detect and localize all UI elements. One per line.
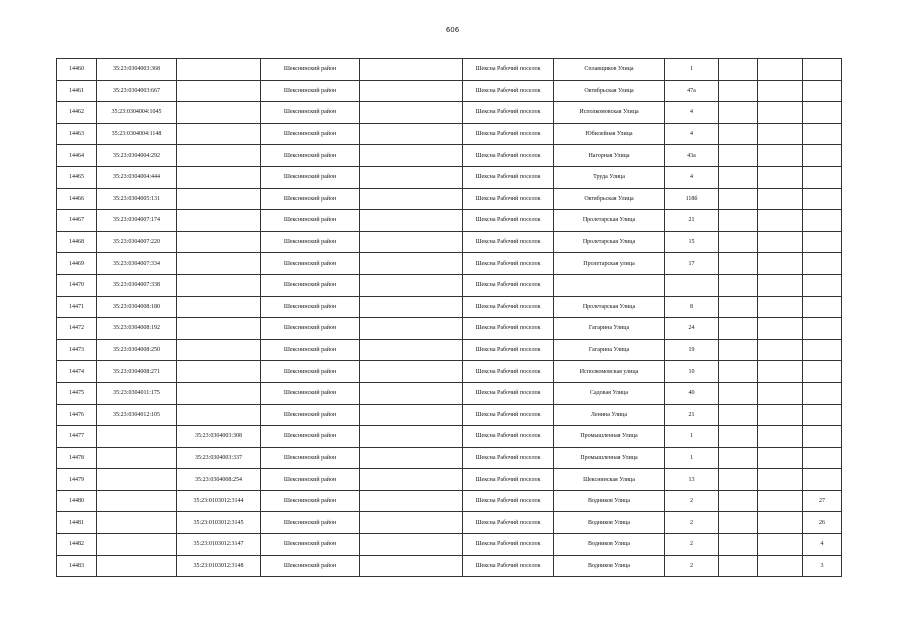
cadastral-number-cell: [97, 534, 177, 556]
cadastral-number-alt-cell: [177, 253, 261, 275]
record-number-cell: 14473: [57, 339, 97, 361]
table-row: [57, 253, 842, 275]
structure-cell: [758, 80, 803, 102]
settlement-cell: Шексна Рабочий поселок: [463, 512, 554, 534]
street-cell: Пролетарская Улица: [554, 231, 665, 253]
record-number-cell: 14462: [57, 102, 97, 124]
apartment-cell: [803, 274, 842, 296]
street-cell: Нагорная Улица: [554, 145, 665, 167]
building-cell: [719, 210, 758, 232]
building-cell: [719, 339, 758, 361]
table-row: [57, 339, 842, 361]
apartment-cell: [803, 123, 842, 145]
apartment-cell: [803, 382, 842, 404]
table-row: [57, 469, 842, 491]
house-cell: 118б: [665, 188, 719, 210]
settlement-type-cell: [360, 296, 463, 318]
district-cell: Шекснинский район: [261, 80, 360, 102]
district-cell: Шекснинский район: [261, 490, 360, 512]
building-cell: [719, 145, 758, 167]
settlement-type-cell: [360, 404, 463, 426]
house-cell: 4: [665, 166, 719, 188]
building-cell: [719, 404, 758, 426]
settlement-cell: Шексна Рабочий поселок: [463, 123, 554, 145]
street-cell: Водников Улица: [554, 490, 665, 512]
building-cell: [719, 512, 758, 534]
building-cell: [719, 555, 758, 577]
house-cell: [665, 274, 719, 296]
district-cell: Шекснинский район: [261, 447, 360, 469]
settlement-type-cell: [360, 123, 463, 145]
street-cell: Юбилейная Улица: [554, 123, 665, 145]
house-cell: 47а: [665, 80, 719, 102]
registry-table: [56, 58, 842, 577]
apartment-cell: [803, 102, 842, 124]
table-row: [57, 318, 842, 340]
street-cell: Пролетарская улица: [554, 253, 665, 275]
house-cell: 21: [665, 210, 719, 232]
street-cell: Пролетарская Улица: [554, 210, 665, 232]
district-cell: Шекснинский район: [261, 253, 360, 275]
street-cell: Сплавщиков Улица: [554, 59, 665, 81]
settlement-cell: Шексна Рабочий поселок: [463, 145, 554, 167]
district-cell: Шекснинский район: [261, 59, 360, 81]
street-cell: Гагарина Улица: [554, 339, 665, 361]
structure-cell: [758, 123, 803, 145]
district-cell: Шекснинский район: [261, 382, 360, 404]
settlement-type-cell: [360, 59, 463, 81]
cadastral-number-cell: 35:23:0304004:444: [97, 166, 177, 188]
settlement-type-cell: [360, 490, 463, 512]
house-cell: 8: [665, 296, 719, 318]
building-cell: [719, 231, 758, 253]
building-cell: [719, 102, 758, 124]
district-cell: Шекснинский район: [261, 166, 360, 188]
structure-cell: [758, 534, 803, 556]
cadastral-number-alt-cell: [177, 361, 261, 383]
building-cell: [719, 426, 758, 448]
table-row: [57, 210, 842, 232]
building-cell: [719, 188, 758, 210]
cadastral-number-alt-cell: 35:23:0103012:3147: [177, 534, 261, 556]
building-cell: [719, 253, 758, 275]
district-cell: Шекснинский район: [261, 102, 360, 124]
record-number-cell: 14460: [57, 59, 97, 81]
table-row: [57, 426, 842, 448]
settlement-cell: Шексна Рабочий поселок: [463, 296, 554, 318]
record-number-cell: 14474: [57, 361, 97, 383]
street-cell: Исполкомовская Улица: [554, 102, 665, 124]
house-cell: 2: [665, 512, 719, 534]
structure-cell: [758, 318, 803, 340]
district-cell: Шекснинский район: [261, 404, 360, 426]
cadastral-number-cell: [97, 469, 177, 491]
settlement-type-cell: [360, 512, 463, 534]
cadastral-number-alt-cell: [177, 339, 261, 361]
structure-cell: [758, 512, 803, 534]
district-cell: Шекснинский район: [261, 145, 360, 167]
apartment-cell: [803, 426, 842, 448]
apartment-cell: [803, 469, 842, 491]
table-row: [57, 274, 842, 296]
record-number-cell: 14476: [57, 404, 97, 426]
record-number-cell: 14478: [57, 447, 97, 469]
street-cell: Ленина Улица: [554, 404, 665, 426]
cadastral-number-alt-cell: [177, 145, 261, 167]
settlement-type-cell: [360, 102, 463, 124]
house-cell: 4: [665, 123, 719, 145]
structure-cell: [758, 188, 803, 210]
structure-cell: [758, 59, 803, 81]
apartment-cell: 27: [803, 490, 842, 512]
building-cell: [719, 274, 758, 296]
district-cell: Шекснинский район: [261, 534, 360, 556]
cadastral-number-alt-cell: [177, 296, 261, 318]
settlement-cell: Шексна Рабочий поселок: [463, 339, 554, 361]
cadastral-number-alt-cell: [177, 188, 261, 210]
cadastral-number-cell: [97, 555, 177, 577]
settlement-cell: Шексна Рабочий поселок: [463, 426, 554, 448]
cadastral-number-alt-cell: [177, 231, 261, 253]
settlement-cell: Шексна Рабочий поселок: [463, 274, 554, 296]
apartment-cell: [803, 210, 842, 232]
settlement-type-cell: [360, 210, 463, 232]
settlement-type-cell: [360, 253, 463, 275]
district-cell: Шекснинский район: [261, 123, 360, 145]
table-row: [57, 102, 842, 124]
house-cell: 17: [665, 253, 719, 275]
house-cell: 1: [665, 59, 719, 81]
settlement-cell: Шексна Рабочий поселок: [463, 447, 554, 469]
structure-cell: [758, 404, 803, 426]
record-number-cell: 14470: [57, 274, 97, 296]
apartment-cell: [803, 253, 842, 275]
table-row: [57, 512, 842, 534]
house-cell: 10: [665, 361, 719, 383]
settlement-type-cell: [360, 534, 463, 556]
district-cell: Шекснинский район: [261, 210, 360, 232]
structure-cell: [758, 339, 803, 361]
street-cell: Водников Улица: [554, 512, 665, 534]
district-cell: Шекснинский район: [261, 339, 360, 361]
settlement-type-cell: [360, 145, 463, 167]
settlement-type-cell: [360, 361, 463, 383]
house-cell: 2: [665, 490, 719, 512]
settlement-cell: Шексна Рабочий поселок: [463, 102, 554, 124]
apartment-cell: 3: [803, 555, 842, 577]
settlement-cell: Шексна Рабочий поселок: [463, 361, 554, 383]
record-number-cell: 14467: [57, 210, 97, 232]
settlement-type-cell: [360, 80, 463, 102]
cadastral-number-cell: 35:23:0304003:667: [97, 80, 177, 102]
settlement-cell: Шексна Рабочий поселок: [463, 59, 554, 81]
house-cell: 19: [665, 339, 719, 361]
settlement-cell: Шексна Рабочий поселок: [463, 253, 554, 275]
building-cell: [719, 490, 758, 512]
street-cell: Октябрьская Улица: [554, 188, 665, 210]
settlement-type-cell: [360, 339, 463, 361]
street-cell: Водников Улица: [554, 555, 665, 577]
structure-cell: [758, 210, 803, 232]
apartment-cell: [803, 188, 842, 210]
structure-cell: [758, 447, 803, 469]
settlement-type-cell: [360, 318, 463, 340]
cadastral-number-cell: [97, 426, 177, 448]
structure-cell: [758, 382, 803, 404]
cadastral-number-alt-cell: [177, 210, 261, 232]
street-cell: Октябрьская Улица: [554, 80, 665, 102]
cadastral-number-alt-cell: 35:23:0304003:337: [177, 447, 261, 469]
house-cell: 43а: [665, 145, 719, 167]
cadastral-number-cell: 35:23:0304008:271: [97, 361, 177, 383]
cadastral-number-cell: [97, 512, 177, 534]
street-cell: Водников Улица: [554, 534, 665, 556]
table-row: [57, 166, 842, 188]
apartment-cell: [803, 59, 842, 81]
settlement-cell: Шексна Рабочий поселок: [463, 490, 554, 512]
record-number-cell: 14464: [57, 145, 97, 167]
house-cell: 24: [665, 318, 719, 340]
structure-cell: [758, 102, 803, 124]
settlement-type-cell: [360, 555, 463, 577]
table-row: [57, 123, 842, 145]
settlement-cell: Шексна Рабочий поселок: [463, 210, 554, 232]
cadastral-number-alt-cell: 35:23:0103012:3145: [177, 512, 261, 534]
record-number-cell: 14472: [57, 318, 97, 340]
record-number-cell: 14482: [57, 534, 97, 556]
cadastral-number-alt-cell: 35:23:0304008:254: [177, 469, 261, 491]
district-cell: Шекснинский район: [261, 188, 360, 210]
settlement-type-cell: [360, 231, 463, 253]
apartment-cell: 4: [803, 534, 842, 556]
structure-cell: [758, 253, 803, 275]
table-row: [57, 59, 842, 81]
street-cell: Промышленная Улица: [554, 426, 665, 448]
street-cell: Шекснинская Улица: [554, 469, 665, 491]
settlement-cell: Шексна Рабочий поселок: [463, 404, 554, 426]
record-number-cell: 14471: [57, 296, 97, 318]
cadastral-number-alt-cell: [177, 166, 261, 188]
cadastral-number-alt-cell: [177, 404, 261, 426]
district-cell: Шекснинский район: [261, 231, 360, 253]
apartment-cell: [803, 447, 842, 469]
cadastral-number-alt-cell: [177, 318, 261, 340]
cadastral-number-cell: 35:23:0304007:338: [97, 274, 177, 296]
house-cell: 2: [665, 555, 719, 577]
apartment-cell: [803, 296, 842, 318]
record-number-cell: 14463: [57, 123, 97, 145]
record-number-cell: 14480: [57, 490, 97, 512]
cadastral-number-cell: 35:23:0304008:180: [97, 296, 177, 318]
table-row: [57, 382, 842, 404]
cadastral-number-cell: 35:23:0304007:174: [97, 210, 177, 232]
cadastral-number-alt-cell: [177, 80, 261, 102]
settlement-cell: Шексна Рабочий поселок: [463, 534, 554, 556]
settlement-cell: Шексна Рабочий поселок: [463, 80, 554, 102]
record-number-cell: 14475: [57, 382, 97, 404]
record-number-cell: 14469: [57, 253, 97, 275]
settlement-cell: Шексна Рабочий поселок: [463, 555, 554, 577]
page-number: 606: [445, 26, 460, 34]
settlement-type-cell: [360, 166, 463, 188]
building-cell: [719, 296, 758, 318]
structure-cell: [758, 296, 803, 318]
house-cell: 40: [665, 382, 719, 404]
settlement-type-cell: [360, 469, 463, 491]
record-number-cell: 14477: [57, 426, 97, 448]
record-number-cell: 14481: [57, 512, 97, 534]
house-cell: 1: [665, 426, 719, 448]
cadastral-number-cell: 35:23:0304012:105: [97, 404, 177, 426]
structure-cell: [758, 231, 803, 253]
record-number-cell: 14479: [57, 469, 97, 491]
street-cell: Садовая Улица: [554, 382, 665, 404]
apartment-cell: [803, 318, 842, 340]
settlement-cell: Шексна Рабочий поселок: [463, 318, 554, 340]
cadastral-number-cell: 35:23:0304004:1045: [97, 102, 177, 124]
apartment-cell: [803, 404, 842, 426]
apartment-cell: 26: [803, 512, 842, 534]
district-cell: Шекснинский район: [261, 318, 360, 340]
district-cell: Шекснинский район: [261, 469, 360, 491]
building-cell: [719, 361, 758, 383]
cadastral-number-cell: [97, 490, 177, 512]
settlement-cell: Шексна Рабочий поселок: [463, 166, 554, 188]
cadastral-number-cell: 35:23:0304007:334: [97, 253, 177, 275]
building-cell: [719, 166, 758, 188]
table-row: [57, 555, 842, 577]
district-cell: Шекснинский район: [261, 274, 360, 296]
record-number-cell: 14461: [57, 80, 97, 102]
street-cell: Труда Улица: [554, 166, 665, 188]
house-cell: 1: [665, 447, 719, 469]
district-cell: Шекснинский район: [261, 555, 360, 577]
table-row: [57, 188, 842, 210]
registry-table-body: [57, 59, 842, 577]
house-cell: 2: [665, 534, 719, 556]
cadastral-number-cell: [97, 447, 177, 469]
table-row: [57, 490, 842, 512]
street-cell: Исполкомовская улица: [554, 361, 665, 383]
structure-cell: [758, 145, 803, 167]
table-row: [57, 534, 842, 556]
settlement-type-cell: [360, 382, 463, 404]
street-cell: Гагарина Улица: [554, 318, 665, 340]
cadastral-number-alt-cell: [177, 382, 261, 404]
record-number-cell: 14465: [57, 166, 97, 188]
structure-cell: [758, 361, 803, 383]
building-cell: [719, 447, 758, 469]
apartment-cell: [803, 166, 842, 188]
cadastral-number-cell: 35:23:0304007:220: [97, 231, 177, 253]
record-number-cell: 14483: [57, 555, 97, 577]
house-cell: 15: [665, 231, 719, 253]
settlement-cell: Шексна Рабочий поселок: [463, 188, 554, 210]
settlement-cell: Шексна Рабочий поселок: [463, 231, 554, 253]
cadastral-number-cell: 35:23:0304011:175: [97, 382, 177, 404]
settlement-type-cell: [360, 188, 463, 210]
building-cell: [719, 123, 758, 145]
cadastral-number-cell: 35:23:0304008:192: [97, 318, 177, 340]
cadastral-number-alt-cell: [177, 59, 261, 81]
street-cell: Промышленная Улица: [554, 447, 665, 469]
apartment-cell: [803, 361, 842, 383]
settlement-cell: Шексна Рабочий поселок: [463, 469, 554, 491]
building-cell: [719, 318, 758, 340]
structure-cell: [758, 469, 803, 491]
cadastral-number-alt-cell: 35:23:0304003:308: [177, 426, 261, 448]
structure-cell: [758, 166, 803, 188]
settlement-type-cell: [360, 426, 463, 448]
structure-cell: [758, 555, 803, 577]
cadastral-number-cell: 35:23:0304004:292: [97, 145, 177, 167]
apartment-cell: [803, 231, 842, 253]
street-cell: [554, 274, 665, 296]
structure-cell: [758, 274, 803, 296]
cadastral-number-cell: 35:23:0304005:131: [97, 188, 177, 210]
district-cell: Шекснинский район: [261, 296, 360, 318]
cadastral-number-alt-cell: 35:23:0103012:3148: [177, 555, 261, 577]
table-row: [57, 361, 842, 383]
record-number-cell: 14466: [57, 188, 97, 210]
house-cell: 21: [665, 404, 719, 426]
cadastral-number-alt-cell: [177, 274, 261, 296]
cadastral-number-cell: 35:23:0304003:368: [97, 59, 177, 81]
apartment-cell: [803, 339, 842, 361]
cadastral-number-cell: 35:23:0304004:1148: [97, 123, 177, 145]
apartment-cell: [803, 145, 842, 167]
cadastral-number-alt-cell: [177, 123, 261, 145]
district-cell: Шекснинский район: [261, 361, 360, 383]
settlement-cell: Шексна Рабочий поселок: [463, 382, 554, 404]
building-cell: [719, 80, 758, 102]
building-cell: [719, 59, 758, 81]
cadastral-number-alt-cell: [177, 102, 261, 124]
table-row: [57, 80, 842, 102]
record-number-cell: 14468: [57, 231, 97, 253]
table-row: [57, 145, 842, 167]
settlement-type-cell: [360, 274, 463, 296]
table-row: [57, 231, 842, 253]
house-cell: 4: [665, 102, 719, 124]
house-cell: 13: [665, 469, 719, 491]
cadastral-number-cell: 35:23:0304008:250: [97, 339, 177, 361]
building-cell: [719, 382, 758, 404]
structure-cell: [758, 426, 803, 448]
table-row: [57, 404, 842, 426]
district-cell: Шекснинский район: [261, 426, 360, 448]
cadastral-number-alt-cell: 35:23:0103012:3144: [177, 490, 261, 512]
street-cell: Пролетарская Улица: [554, 296, 665, 318]
table-row: [57, 296, 842, 318]
apartment-cell: [803, 80, 842, 102]
district-cell: Шекснинский район: [261, 512, 360, 534]
structure-cell: [758, 490, 803, 512]
building-cell: [719, 469, 758, 491]
table-row: [57, 447, 842, 469]
building-cell: [719, 534, 758, 556]
settlement-type-cell: [360, 447, 463, 469]
